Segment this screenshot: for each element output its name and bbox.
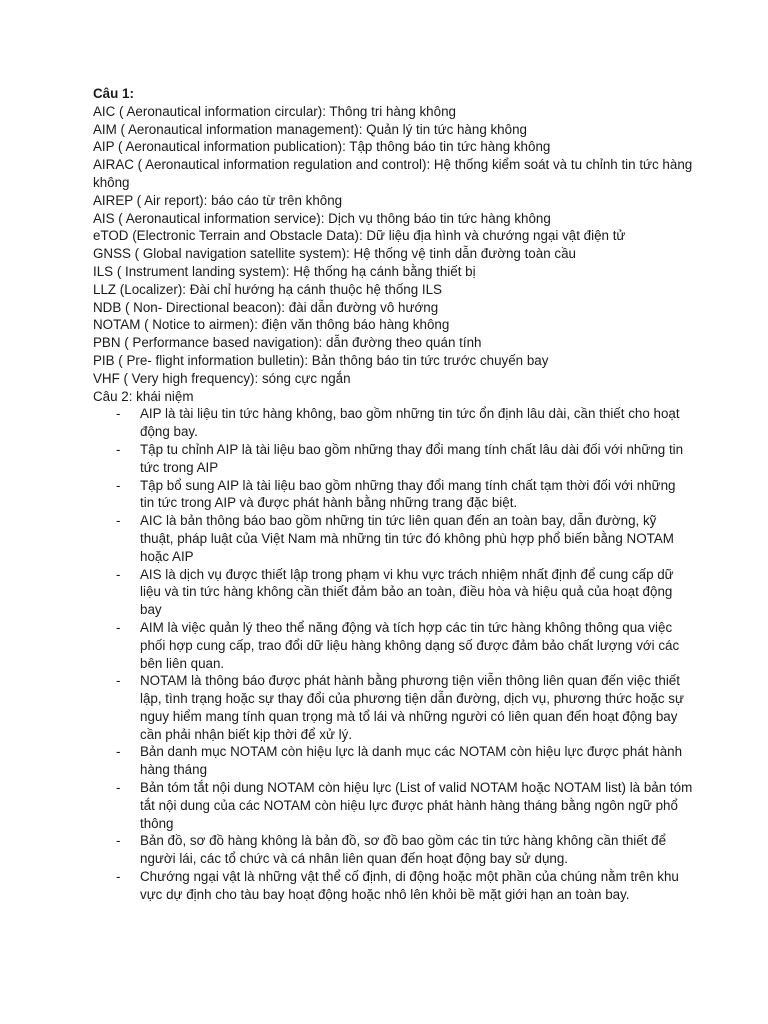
bullet-dash: - [116,780,121,796]
bullet-dash: - [116,441,121,457]
bullet-dash: - [116,619,121,635]
concept-text: Bản danh mục NOTAM còn hiệu lực là danh mục các NOTAM còn hiệu lực được phát hành hàng tháng [140,744,683,778]
bullet-dash: - [116,833,121,849]
abbreviation-item: GNSS ( Global navigation satellite system): Hệ thống vệ tinh dẫn đường toàn cầu [93,246,576,262]
concept-item [93,868,693,904]
concept-text: Chướng ngại vật là những vật thể cố định, di động hoặc một phần của chúng nằm trên khu vực dự định cho tàu bay hoạt động hoặc nhô lên khỏi bề mặt giới hạn an toàn bay. [140,869,679,902]
concept-text: AIM là việc quản lý theo thể năng động và tích hợp các tin tức hàng không thông qua việc phối hợp cung cấp, trao đổi dữ liệu hàng không dạng số được đảm bảo chất lượng với các bên liên quan. [140,619,680,671]
concept-text: Bản đồ, sơ đồ hàng không là bản đồ, sơ đồ bao gồm các tin tức hàng không cần thiết để người lái, các tổ chức và cá nhân liên quan đến hoạt động bay sử dụng. [140,833,667,867]
concept-list [93,405,693,903]
concept-text: Tập bổ sung AIP là tài liệu bao gồm những thay đổi mang tính chất tạm thời đối với những tin tức trong AIP và được phát hành bằng những trang đặc biệt. [140,477,676,511]
concept-text: AIC là bản thông báo bao gồm những tin tức liên quan đến an toàn bay, dẫn đường, kỹ thuật, pháp luật của Việt Nam mà những tin tức đó không phù hợp phổ biến bằng NOTAM hoặc AIP [140,513,674,564]
abbreviation-item: AIRAC ( Aeronautical information regulation and control): Hệ thống kiểm soát và tu chỉnh tin tức hàng không [93,157,693,190]
concept-text: AIS là dịch vụ được thiết lập trong phạm vi khu vực trách nhiệm nhất định để cung cấp dữ liệu và tin tức hàng không cần thiết đảm bảo an toàn, điều hòa và hiệu quả của hoạt động bay [140,566,674,618]
concept-text: AIP là tài liệu tin tức hàng không, bao gồm những tin tức ổn định lâu dài, cần thiết cho hoạt động bay. [140,406,680,440]
abbreviation-item: AIP ( Aeronautical information publication): Tập thông báo tin tức hàng không [93,139,551,155]
abbreviation-item: PBN ( Performance based navigation): dẫn đường theo quán tính [93,335,482,351]
concept-text: Tập tu chỉnh AIP là tài liệu bao gồm những thay đổi mang tính chất lâu dài đối với những tin tức trong AIP [140,441,684,475]
abbreviation-item: eTOD (Electronic Terrain and Obstacle Data): Dữ liệu địa hình và chướng ngại vật điện tử [93,228,626,244]
concept-text: NOTAM là thông báo được phát hành bằng phương tiện viễn thông liên quan đến việc thiết lập, tình trạng hoặc sự thay đổi của phương tiện dẫn đường, dịch vụ, phương thức hoặc sự nguy hiểm mang tính quan trọng mà tổ lái và những người có liên quan đến hoạt động bay cần phải nhận biết kịp thời để xử lý. [140,673,684,742]
bullet-dash: - [116,673,121,689]
document-page [93,85,693,904]
bullet-dash: - [116,744,121,760]
concept-item [93,672,693,743]
concept-item [93,441,693,477]
concept-item [93,405,693,441]
question-1-heading: Câu 1: [93,86,134,101]
abbreviation-item: AIM ( Aeronautical information management): Quản lý tin tức hàng không [93,121,527,137]
concept-item [93,512,693,565]
bullet-dash: - [116,869,121,885]
abbreviation-item: AIREP ( Air report): báo cáo từ trên không [93,192,343,208]
abbreviation-item: LLZ (Localizer): Đài chỉ hướng hạ cánh thuộc hệ thống ILS [93,281,442,297]
abbreviation-item: NDB ( Non- Directional beacon): đài dẫn đường vô hướng [93,299,439,315]
concept-text: Bản tóm tắt nội dung NOTAM còn hiệu lực (List of valid NOTAM hoặc NOTAM list) là bản tóm tắt nội dung của các NOTAM còn hiệu lực được phát hành hàng tháng bằng ngôn ngữ phổ thông [140,780,693,831]
bullet-dash: - [116,513,121,529]
concept-item [93,743,693,779]
abbreviation-item: AIS ( Aeronautical information service): Dịch vụ thông báo tin tức hàng không [93,210,551,226]
concept-item [93,779,693,832]
concept-item [93,832,693,868]
abbreviation-item: ILS ( Instrument landing system): Hệ thống hạ cánh bằng thiết bị [93,263,476,279]
abbreviation-item: AIC ( Aeronautical information circular): Thông tri hàng không [93,103,456,119]
concept-item [93,619,693,672]
abbreviation-item: VHF ( Very high frequency): sóng cực ngắn [93,370,351,386]
abbreviation-list [93,103,693,388]
abbreviation-item: NOTAM ( Notice to airmen): điện văn thông báo hàng không [93,317,450,333]
bullet-dash: - [116,477,121,493]
abbreviation-item: PIB ( Pre- flight information bulletin): Bản thông báo tin tức trước chuyến bay [93,352,549,368]
concept-item [93,566,693,619]
concept-item [93,477,693,513]
bullet-dash: - [116,406,121,422]
question-2-heading: Câu 2: khái niệm [93,388,194,404]
bullet-dash: - [116,566,121,582]
